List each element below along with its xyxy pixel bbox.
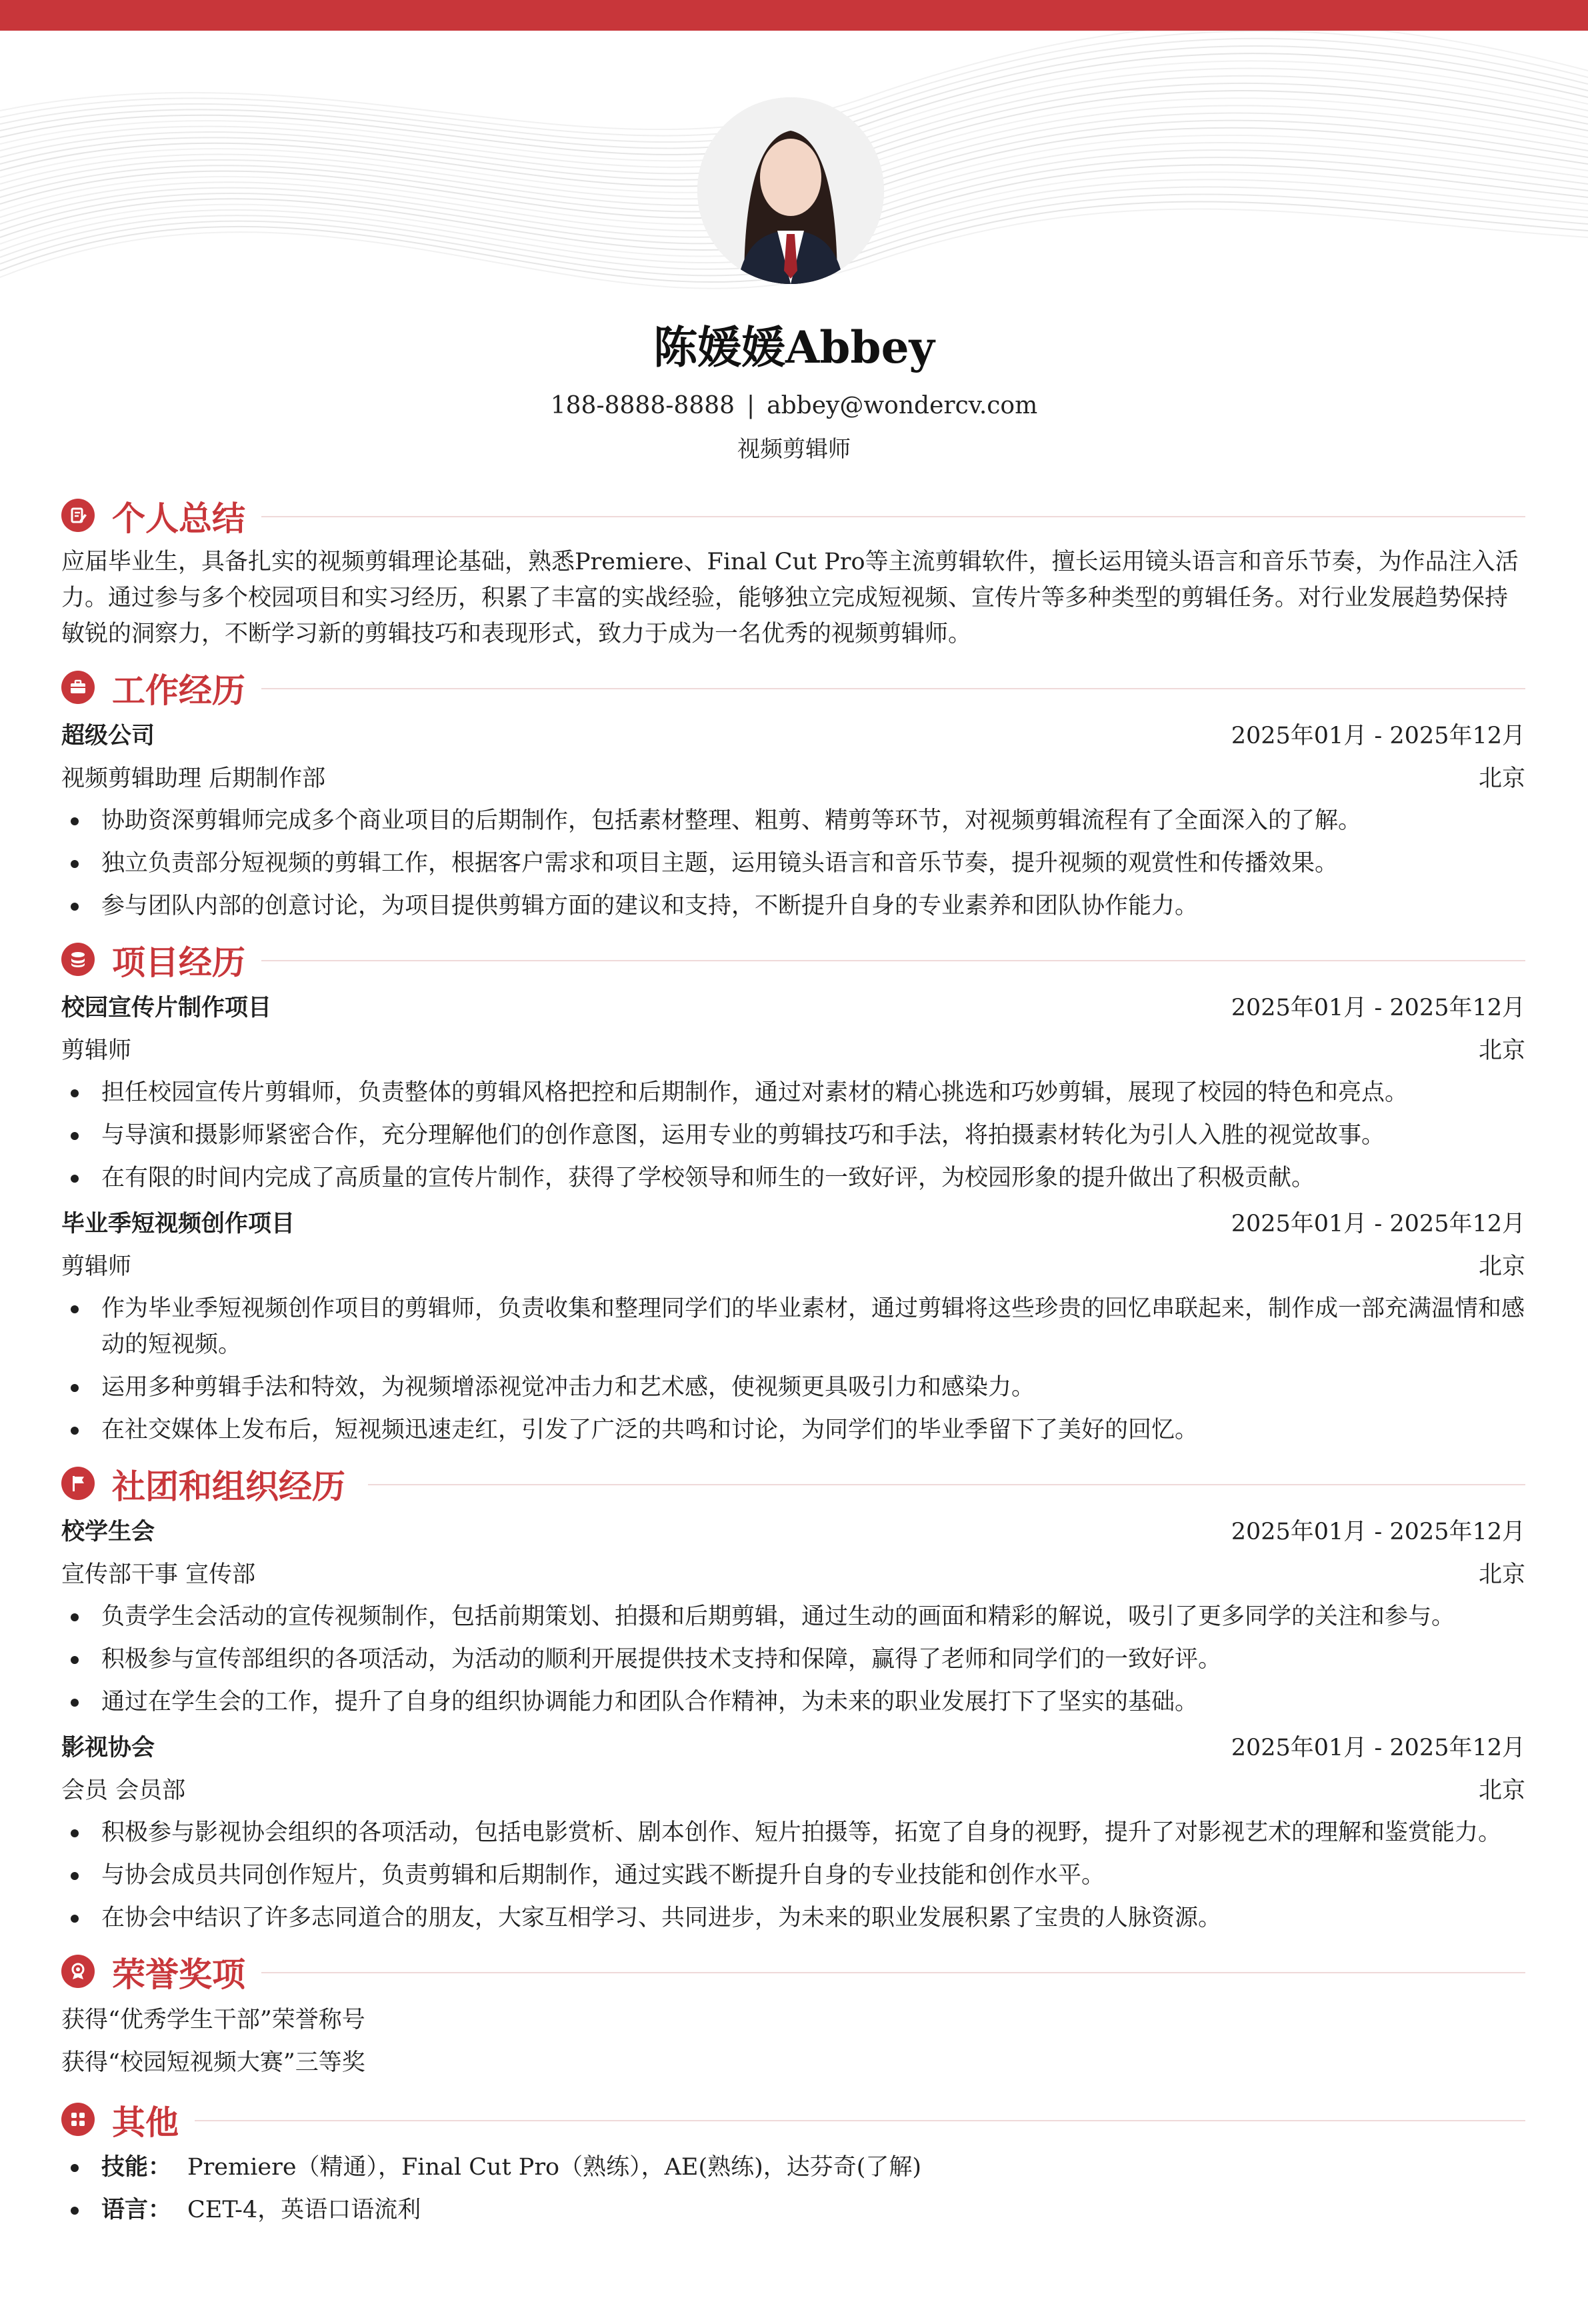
- date-range: 2025年01月 - 2025年12月: [1231, 1735, 1525, 1761]
- position-title: 剪辑师: [61, 1253, 132, 1280]
- location: 北京: [1478, 1253, 1525, 1280]
- position-row: [61, 757, 1525, 800]
- section-work-header: [61, 659, 1525, 715]
- section-title: 工作经历: [112, 671, 245, 710]
- bullet-list: [61, 2149, 1525, 2228]
- skills-value: Premiere（精通），Final Cut Pro（熟练），AE(熟练)，达芬奇(了解): [187, 2154, 922, 2181]
- experience-header-row: [61, 987, 1525, 1029]
- layers-icon: [61, 943, 95, 976]
- phone-number: 188-8888-8888: [550, 392, 735, 419]
- section-title: 其他: [112, 2103, 179, 2142]
- profile-photo: [697, 97, 884, 284]
- flag-icon: [61, 1467, 95, 1500]
- list-item: 协助资深剪辑师完成多个商业项目的后期制作，包括素材整理、粗剪、精剪等环节，对视频剪辑流程有了全面深入的了解。: [61, 803, 1525, 839]
- bullet-list: [61, 1291, 1525, 1448]
- section-divider: [261, 516, 1525, 517]
- section-title: 个人总结: [112, 499, 245, 538]
- list-item: 作为毕业季短视频创作项目的剪辑师，负责收集和整理同学们的毕业素材，通过剪辑将这些珍贵的回忆串联起来，制作成一部充满温情和感动的短视频。: [61, 1291, 1525, 1363]
- summary-text: 应届毕业生，具备扎实的视频剪辑理论基础，熟悉Premiere、Final Cut Pro等主流剪辑软件，擅长运用镜头语言和音乐节奏，为作品注入活力。通过参与多个校园项目和实习经历，积累了丰富的实战经验，能够独立完成短视频、宣传片等多种类型的剪辑任务。对行业发展趋势保持敏锐的洞察力，不断学习新的剪辑技巧和表现形式，致力于成为一名优秀的视频剪辑师。: [61, 549, 1519, 647]
- list-item: 通过在学生会的工作，提升了自身的组织协调能力和团队合作精神，为未来的职业发展打下了坚实的基础。: [61, 1684, 1525, 1720]
- position-row: [61, 1029, 1525, 1072]
- section-title: 项目经历: [112, 943, 245, 982]
- candidate-name: 陈媛媛Abbey: [653, 321, 935, 373]
- position-title: 视频剪辑助理 后期制作部: [61, 765, 326, 792]
- briefcase-icon: [61, 671, 95, 704]
- section-summary-header: [61, 487, 1525, 543]
- location: 北京: [1478, 1561, 1525, 1588]
- list-item: 参与团队内部的创意讨论，为项目提供剪辑方面的建议和支持，不断提升自身的专业素养和团队协作能力。: [61, 888, 1525, 924]
- section-divider: [261, 1972, 1525, 1973]
- list-item: 担任校园宣传片剪辑师，负责整体的剪辑风格把控和后期制作，通过对素材的精心挑选和巧妙剪辑，展现了校园的特色和亮点。: [61, 1075, 1525, 1111]
- edit-note-icon: [61, 499, 95, 532]
- experience-header-row: [61, 1727, 1525, 1769]
- medal-icon: [61, 1955, 95, 1988]
- location: 北京: [1478, 1777, 1525, 1804]
- location: 北京: [1478, 765, 1525, 792]
- section-divider: [261, 688, 1525, 689]
- organization-name: 毕业季短视频创作项目: [61, 1210, 295, 1237]
- organization-name: 影视协会: [61, 1734, 155, 1761]
- grid-icon: [61, 2103, 95, 2136]
- date-range: 2025年01月 - 2025年12月: [1231, 1519, 1525, 1545]
- resume-body: [61, 480, 1525, 2235]
- date-range: 2025年01月 - 2025年12月: [1231, 723, 1525, 749]
- section-clubs-header: [61, 1455, 1525, 1511]
- section-title: 社团和组织经历: [112, 1467, 345, 1506]
- list-item: 运用多种剪辑手法和特效，为视频增添视觉冲击力和艺术感，使视频更具吸引力和感染力。: [61, 1369, 1525, 1405]
- position-title: 宣传部干事 宣传部: [61, 1561, 256, 1588]
- list-item: 在协会中结识了许多志同道合的朋友，大家互相学习、共同进步，为未来的职业发展积累了宝贵的人脉资源。: [61, 1900, 1525, 1936]
- section-others-header: [61, 2091, 1525, 2147]
- experience-header-row: [61, 1203, 1525, 1245]
- section-title: 荣誉奖项: [112, 1955, 245, 1994]
- bullet-list: [61, 1599, 1525, 1720]
- bullet-list: [61, 1815, 1525, 1936]
- list-item-skills: [61, 2149, 1525, 2185]
- experience-header-row: [61, 1511, 1525, 1553]
- language-value: CET-4，英语口语流利: [187, 2197, 421, 2223]
- contact-separator: |: [747, 392, 755, 419]
- section-divider: [195, 2120, 1525, 2121]
- list-item: 在有限的时间内完成了高质量的宣传片制作，获得了学校领导和师生的一致好评，为校园形象的提升做出了积极贡献。: [61, 1160, 1525, 1196]
- date-range: 2025年01月 - 2025年12月: [1231, 1211, 1525, 1237]
- position-row: [61, 1553, 1525, 1596]
- experience-header-row: [61, 715, 1525, 757]
- section-divider: [368, 1484, 1525, 1485]
- position-row: [61, 1245, 1525, 1288]
- honor-item: 获得“优秀学生干部”荣誉称号: [61, 2007, 365, 2033]
- position-title: 会员 会员部: [61, 1777, 186, 1804]
- bullet-list: [61, 1075, 1525, 1196]
- list-item: 负责学生会活动的宣传视频制作，包括前期策划、拍摄和后期剪辑，通过生动的画面和精彩的解说，吸引了更多同学的关注和参与。: [61, 1599, 1525, 1635]
- list-item: 与导演和摄影师紧密合作，充分理解他们的创作意图，运用专业的剪辑技巧和手法，将拍摄素材转化为引人入胜的视觉故事。: [61, 1117, 1525, 1153]
- list-item: 与协会成员共同创作短片，负责剪辑和后期制作，通过实践不断提升自身的专业技能和创作水平。: [61, 1857, 1525, 1893]
- skills-label: 技能：: [101, 2153, 172, 2181]
- bullet-list: [61, 803, 1525, 924]
- organization-name: 校学生会: [61, 1518, 155, 1545]
- list-item: 积极参与影视协会组织的各项活动，包括电影赏析、剧本创作、短片拍摄等，拓宽了自身的视野，提升了对影视艺术的理解和鉴赏能力。: [61, 1815, 1525, 1851]
- list-item-language: [61, 2192, 1525, 2228]
- organization-name: 校园宣传片制作项目: [61, 994, 272, 1021]
- section-divider: [261, 960, 1525, 961]
- top-accent-bar: [0, 0, 1588, 31]
- list-item: 独立负责部分短视频的剪辑工作，根据客户需求和项目主题，运用镜头语言和音乐节奏，提升视频的观赏性和传播效果。: [61, 845, 1525, 881]
- date-range: 2025年01月 - 2025年12月: [1231, 995, 1525, 1021]
- language-label: 语言：: [101, 2196, 172, 2223]
- organization-name: 超级公司: [61, 722, 155, 749]
- honor-item: 获得“校园短视频大赛”三等奖: [61, 2049, 365, 2076]
- list-item: 在社交媒体上发布后，短视频迅速走红，引发了广泛的共鸣和讨论，为同学们的毕业季留下了美好的回忆。: [61, 1412, 1525, 1448]
- contact-line: [0, 392, 1588, 419]
- section-projects-header: [61, 931, 1525, 987]
- list-item: 积极参与宣传部组织的各项活动，为活动的顺利开展提供技术支持和保障，赢得了老师和同学们的一致好评。: [61, 1641, 1525, 1677]
- email-address: abbey@wondercv.com: [767, 392, 1038, 419]
- position-title: 剪辑师: [61, 1037, 132, 1064]
- position-row: [61, 1769, 1525, 1812]
- target-role: 视频剪辑师: [737, 436, 851, 463]
- location: 北京: [1478, 1037, 1525, 1064]
- section-honors-header: [61, 1943, 1525, 1999]
